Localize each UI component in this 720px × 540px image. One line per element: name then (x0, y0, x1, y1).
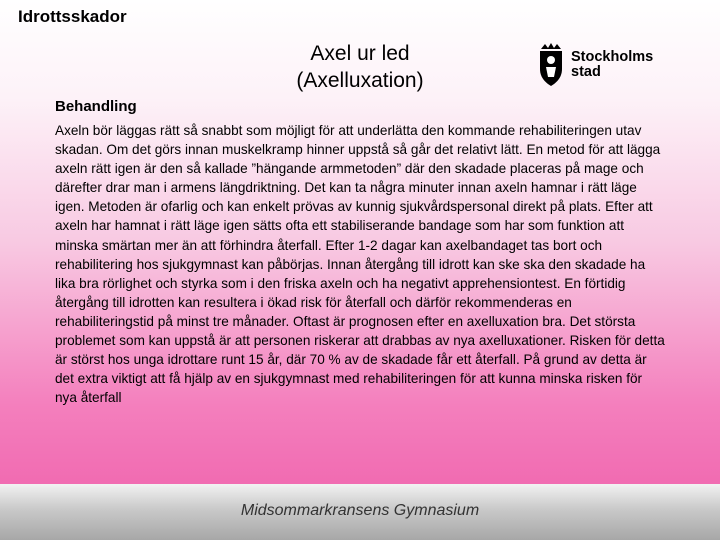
stockholms-stad-logo (537, 42, 677, 88)
slide-title-line-2: (Axelluxation) (296, 69, 424, 92)
section-heading: Behandling (55, 98, 137, 115)
logo-line-2: stad (571, 64, 601, 80)
slide-title-line-1: Axel ur led (310, 42, 410, 65)
logo-wordmark (571, 50, 653, 80)
footer-school-name: Midsommarkransens Gymnasium (240, 502, 480, 519)
stockholm-crest-icon (537, 43, 565, 87)
slide-category-label: Idrottsskador (18, 7, 127, 26)
logo-line-1: Stockholms (571, 49, 654, 65)
body-paragraph: Axeln bör läggas rätt så snabbt som möjligt för att underlätta den kommande rehabiliteringen utav skadan. Om det görs innan muskelkramp hinner uppstå så går det relativt lätt. En metod för att lägga axeln rätt igen är den så kallade ”hängande armmetoden” där den skadade placeras på mage och därefter drar man i armens längdriktning. Det kan ta några minuter innan axeln hamnar i rätt läge igen. Metoden är ofarlig och kan enkelt prövas av kunnig sjukvårdspersonal direkt på plats. Efter att axeln har hamnat i rätt läge igen sätts ofta ett stabiliserande bandage som har som funktion att minska smärtan mer än att förhindra återfall. Efter 1-2 dagar kan axelbandaget tas bort och rehabilitering hos sjukgymnast kan påbörjas. Innan återgång till idrott kan ske ska den skadade ha lika bra rörlighet och styrka som i den friska axeln och ha negativt apprehensiontest. En förtidig återgång till idrotten kan resultera i ökad risk för återfall och därför rekommenderas en rehabiliteringstid på minst tre månader. Oftast är prognosen efter en axelluxation bra. Det största problemet som kan uppstå är att personen riskerar att drabbas av nya axelluxationer. Risken för detta är störst hos unga idrottare runt 15 år, där 70 % av de skadade får ett återfall. På grund av detta är det extra viktigt att få hjälp av en sjukgymnast med rehabiliteringen för att kunna minska risken för nya återfall (55, 123, 665, 406)
